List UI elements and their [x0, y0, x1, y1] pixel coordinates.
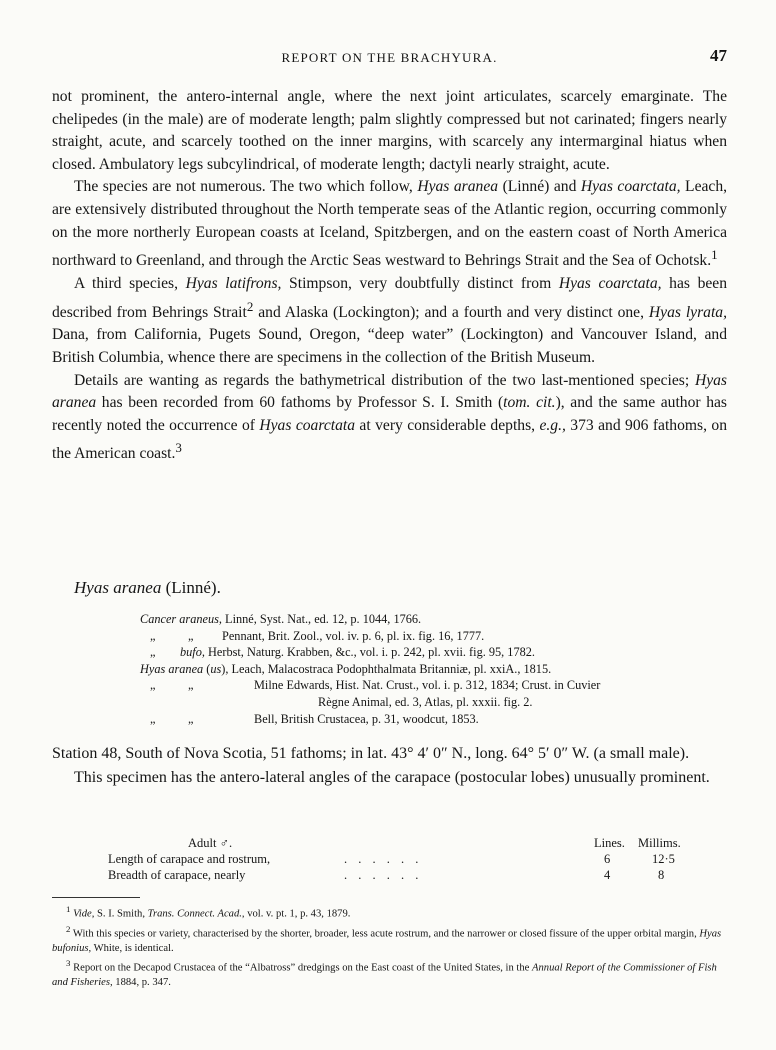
text-run: The species are not numerous. The two which follow,: [74, 178, 418, 196]
abbrev: e.g.,: [539, 416, 566, 434]
measurements-table: [108, 836, 708, 884]
citation: Règne Animal, ed. 3, Atlas, pl. xxxii. fig. 2.: [318, 694, 533, 709]
text-run: White, is identical.: [91, 942, 174, 954]
text-run: A third species,: [74, 274, 186, 292]
footnote-mark: 3: [66, 957, 71, 968]
footnotes: [52, 902, 727, 990]
text-run: Vide,: [73, 908, 95, 920]
value-millims: 8: [658, 868, 665, 882]
row-label: Length of carapace and rostrum,: [108, 852, 271, 866]
value-lines: 4: [604, 868, 611, 882]
taxon-name: Hyas lyrata,: [648, 303, 727, 321]
footnote-mark: 1: [66, 904, 71, 914]
ditto-mark: „: [188, 711, 194, 726]
species-author: (Linné).: [161, 578, 221, 597]
text-run: has been recorded from 60 fathoms by Professor S. I. Smith (: [96, 394, 504, 412]
running-head: REPORT ON THE BRACHYURA.: [281, 50, 498, 65]
citation: Herbst, Naturg. Krabben, &c., vol. i. p. 242, pl. xvii. fig. 95, 1782.: [204, 645, 535, 660]
ditto-mark: „: [188, 628, 194, 643]
text-run: 373 and 906 fathoms, on the American coast.: [52, 416, 727, 463]
citation: Linné, Syst. Nat., ed. 12, p. 1044, 1766.: [221, 612, 422, 626]
synonymy-line: [140, 677, 730, 694]
page-number: 47: [710, 46, 727, 65]
table-row: [108, 868, 708, 884]
taxon-name: Hyas aranea: [140, 661, 204, 676]
synonymy-line: [140, 611, 730, 628]
measurements-header: [108, 836, 708, 852]
text-run: (Linné) and: [498, 178, 581, 196]
taxon-name: Hyas aranea: [417, 178, 499, 196]
column-header-millims: Millims.: [638, 836, 681, 850]
text-run: S. I. Smith,: [94, 908, 148, 920]
taxon-name: Hyas aranea: [52, 371, 727, 412]
text-run: Dana, from California, Pugets Sound, Oregon, “deep water” (Lockington) and Vancouver Island, and British Columbia, whence there are specimens in the collection of the British Museum.: [52, 326, 727, 366]
station-record: [52, 742, 727, 789]
footnote-mark: 2: [66, 923, 71, 934]
text-run: ), and the same author has recently noted the occurrence of: [52, 394, 727, 434]
synonymy-line-continued: [140, 694, 730, 711]
footnote-1: [52, 902, 727, 922]
citation-abbrev: tom. cit.: [503, 394, 556, 412]
ditto-mark: „: [150, 678, 156, 693]
ditto-mark: „: [188, 678, 194, 693]
taxon-name: Hyas bufonius,: [52, 928, 722, 954]
text-run: (: [203, 661, 211, 676]
text-run: With this species or variety, characterised by the shorter, broader, less acute rostrum, and the narrower or closed fissure of the upper orbital margin,: [70, 928, 700, 940]
text-run: 1884, p. 347.: [112, 976, 171, 988]
citation: Milne Edwards, Hist. Nat. Crust., vol. i. p. 312, 1834; Crust. in Cuvier: [254, 678, 601, 693]
suffix: us: [210, 661, 222, 676]
footnote-3: [52, 956, 727, 990]
journal-name: Trans. Connect. Acad.,: [147, 908, 245, 920]
taxon-name: Cancer araneus,: [140, 612, 222, 626]
body-text: [52, 86, 727, 466]
taxon-name: Hyas coarctata,: [580, 178, 681, 196]
page-header: [52, 46, 727, 68]
specimen-note: This specimen has the antero-lateral angles of the carapace (postocular lobes) unusually prominent.: [74, 768, 710, 786]
synonymy-line: [140, 628, 730, 645]
taxon-name: Hyas coarctata,: [558, 274, 662, 292]
text-run: Stimpson, very doubtfully distinct from: [281, 274, 559, 292]
taxon-name: Hyas coarctata: [259, 416, 356, 434]
synonymy-list: [140, 611, 730, 727]
footnote-divider: [52, 897, 140, 898]
footnote-ref: 3: [175, 440, 182, 456]
value-millims: 12·5: [652, 852, 675, 866]
text-run: at very considerable depths,: [355, 416, 540, 434]
table-row: [108, 852, 708, 868]
ditto-mark: „: [150, 628, 156, 643]
station-paragraph: Station 48, South of Nova Scotia, 51 fathoms; in lat. 43° 4′ 0″ N., long. 64° 5′ 0″ W. (a small male).: [52, 745, 690, 762]
column-header-lines: Lines.: [594, 836, 625, 850]
row-label: Breadth of carapace, nearly: [108, 868, 246, 882]
species-heading: [74, 578, 221, 598]
ditto-mark: „: [150, 711, 156, 726]
taxon-name: Hyas latifrons,: [185, 274, 282, 292]
synonymy-line: [140, 711, 730, 728]
paragraph-4: [52, 370, 727, 467]
taxon-name: bufo,: [180, 645, 205, 660]
citation: Pennant, Brit. Zool., vol. iv. p. 6, pl. ix. fig. 16, 1777.: [222, 628, 485, 643]
footnote-ref: 1: [711, 247, 718, 263]
species-name: Hyas aranea: [74, 578, 162, 597]
text-run: vol. v. pt. 1, p. 43, 1879.: [244, 908, 351, 920]
citation: Bell, British Crustacea, p. 31, woodcut, 1853.: [254, 711, 479, 726]
synonymy-line: [140, 644, 730, 661]
journal-name: Annual Report of the Commissioner of Fish and Fisheries,: [52, 962, 717, 988]
text-run: Details are wanting as regards the bathymetrical distribution of the two last-mentioned species;: [74, 371, 695, 389]
value-lines: 6: [604, 852, 611, 866]
paragraph-1: not prominent, the antero-internal angle, where the next joint articulates, scarcely emarginate. The chelipedes (in the male) are of moderate length; palm slightly compressed but not carinated; fingers nearly straight, acute, and scarcely toothed on the inner margins, with scarcely any intermarginal hiatus when closed. Ambulatory legs subcylindrical, of moderate length; dactyli nearly straight, acute.: [52, 88, 727, 173]
dot-leader: . . . . . .: [344, 852, 423, 866]
text-run: Leach, are extensively distributed throughout the North temperate seas of the Atlantic region, occurring commonly on the more northerly European coasts at Iceland, Spitzbergen, and on the eastern coast of North America northward to Greenland, and through the Arctic Seas westward to Behrings Strait and the Sea of Ochotsk.: [52, 178, 728, 270]
text-run: and Alaska (Lockington); and a fourth and very distinct one,: [253, 303, 649, 321]
citation: ), Leach, Malacostraca Podophthalmata Britanniæ, pl. xxiA., 1815.: [221, 661, 552, 676]
synonymy-line: [140, 661, 730, 678]
ditto-mark: „: [150, 645, 156, 660]
table-caption: Adult ♂.: [188, 836, 233, 850]
footnote-ref: 2: [246, 298, 254, 314]
text-run: has been described from Behrings Strait: [52, 274, 728, 321]
footnote-2: [52, 922, 727, 956]
paragraph-3: [52, 273, 727, 370]
text-run: Report on the Decapod Crustacea of the “Albatross” dredgings on the East coast of the United States, in the: [70, 962, 533, 974]
dot-leader: . . . . . .: [344, 868, 423, 882]
paragraph-2: [52, 176, 727, 273]
